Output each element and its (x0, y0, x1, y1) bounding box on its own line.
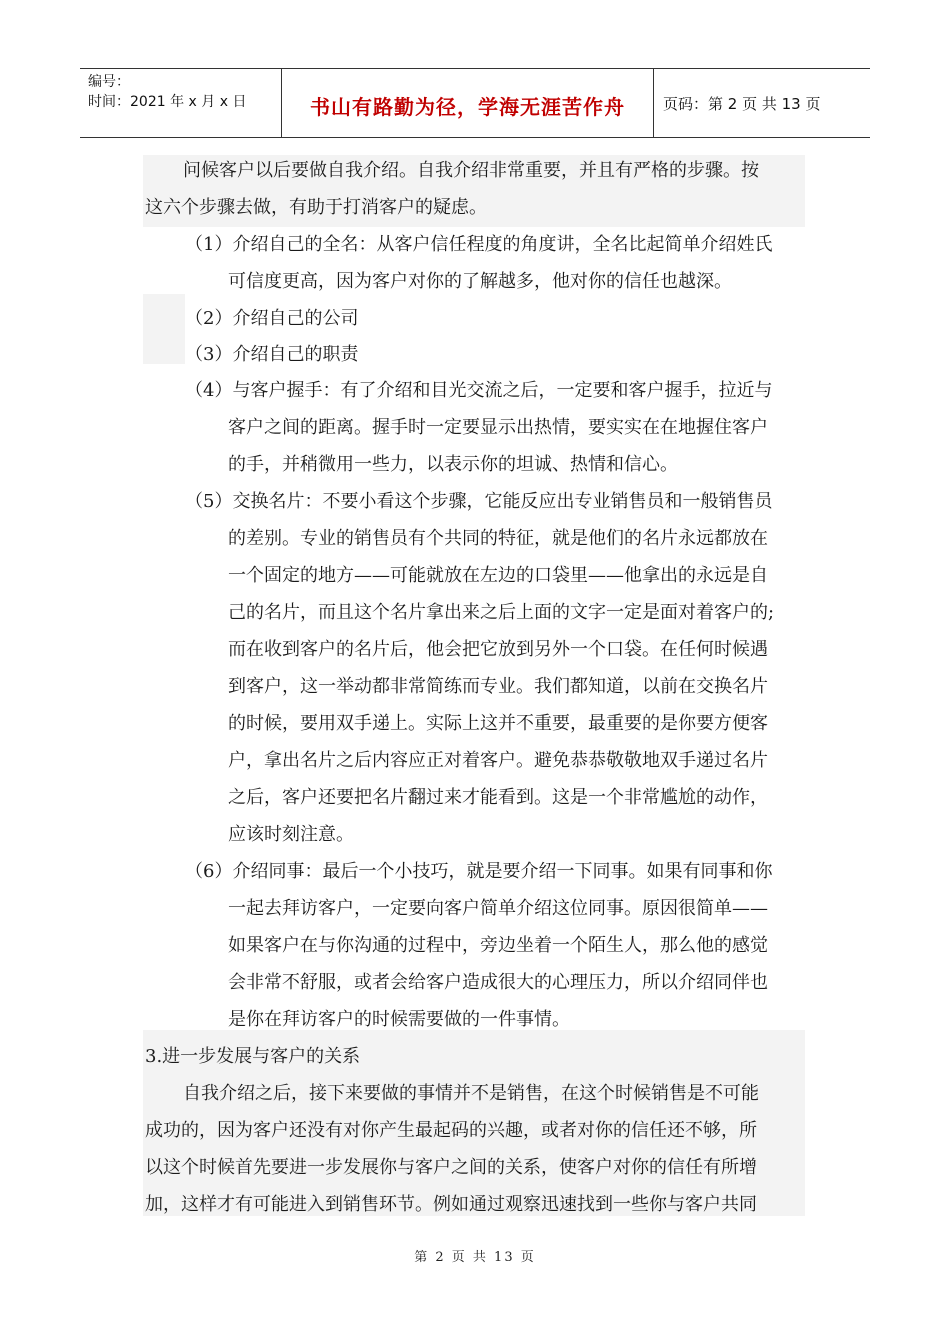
list-item-line: 户，拿出名片之后内容应正对着客户。避免恭恭敬敬地双手递过名片 (228, 750, 768, 771)
list-item-line: 应该时刻注意。 (228, 824, 354, 845)
motto-text: 书山有路勤为径，学海无涯苦作舟 (310, 95, 625, 119)
list-item-line: （4）与客户握手：有了介绍和目光交流之后，一定要和客户握手，拉近与 (185, 380, 773, 401)
list-item-line: 的差别。专业的销售员有个共同的特征，就是他们的名片永远都放在 (228, 528, 768, 549)
list-item-line: （3）介绍自己的职责 (185, 344, 359, 365)
list-item-line: 一个固定的地方——可能就放在左边的口袋里——他拿出的永远是自 (228, 565, 768, 586)
list-item-line: 的时候，要用双手递上。实际上这并不重要，最重要的是你要方便客 (228, 713, 768, 734)
list-item-line: 如果客户在与你沟通的过程中，旁边坐着一个陌生人，那么他的感觉 (228, 935, 768, 956)
list-item-line: （2）介绍自己的公司 (185, 308, 359, 329)
list-item-line: 到客户，这一举动都非常简练而专业。我们都知道，以前在交换名片 (228, 676, 768, 697)
page-indicator: 页码：第 2 页 共 13 页 (663, 95, 821, 113)
paragraph-line: 以这个时候首先要进一步发展你与客户之间的关系，使客户对你的信任有所增 (145, 1157, 757, 1178)
list-item-line: 是你在拜访客户的时候需要做的一件事情。 (228, 1009, 570, 1030)
list-item-line: 会非常不舒服，或者会给客户造成很大的心理压力，所以介绍同伴也 (228, 972, 768, 993)
paragraph-line: 这六个步骤去做，有助于打消客户的疑虑。 (145, 197, 487, 218)
list-item-line: 己的名片，而且这个名片拿出来之后上面的文字一定是面对着客户的; (228, 602, 775, 623)
page-footer: 第 2 页 共 13 页 (414, 1250, 536, 1265)
header-page-cell (653, 69, 870, 137)
list-item-line: （5）交换名片：不要小看这个步骤，它能反应出专业销售员和一般销售员 (185, 491, 773, 512)
list-item-line: （6）介绍同事：最后一个小技巧，就是要介绍一下同事。如果有同事和你 (185, 861, 773, 882)
header-motto-cell (281, 69, 654, 137)
paragraph-line: 成功的，因为客户还没有对你产生最起码的兴趣，或者对你的信任还不够，所 (145, 1120, 757, 1141)
list-item-line: 一起去拜访客户，一定要向客户简单介绍这位同事。原因很简单—— (228, 898, 768, 919)
shaded-band (143, 294, 185, 364)
document-header (80, 68, 870, 138)
paragraph-line: 问候客户以后要做自我介绍。自我介绍非常重要，并且有严格的步骤。按 (183, 160, 759, 181)
doc-number-label: 编号： (88, 74, 130, 90)
list-item-line: （1）介绍自己的全名：从客户信任程度的角度讲，全名比起简单介绍姓氏 (185, 234, 773, 255)
list-item-line: 而在收到客户的名片后，他会把它放到另外一个口袋。在任何时候遇 (228, 639, 768, 660)
list-item-line: 客户之间的距离。握手时一定要显示出热情，要实实在在地握住客户 (228, 417, 768, 438)
paragraph-line: 加，这样才有可能进入到销售环节。例如通过观察迅速找到一些你与客户共同 (145, 1194, 757, 1215)
section-heading: 3.进一步发展与客户的关系 (145, 1046, 361, 1067)
list-item-line: 之后，客户还要把名片翻过来才能看到。这是一个非常尴尬的动作， (228, 787, 768, 808)
list-item-line: 的手，并稍微用一些力，以表示你的坦诚、热情和信心。 (228, 454, 678, 475)
list-item-line: 可信度更高，因为客户对你的了解越多，他对你的信任也越深。 (228, 271, 732, 292)
paragraph-line: 自我介绍之后，接下来要做的事情并不是销售，在这个时候销售是不可能 (183, 1083, 759, 1104)
header-meta-cell (80, 69, 280, 137)
date-label: 时间：2021 年 x 月 x 日 (88, 94, 247, 110)
